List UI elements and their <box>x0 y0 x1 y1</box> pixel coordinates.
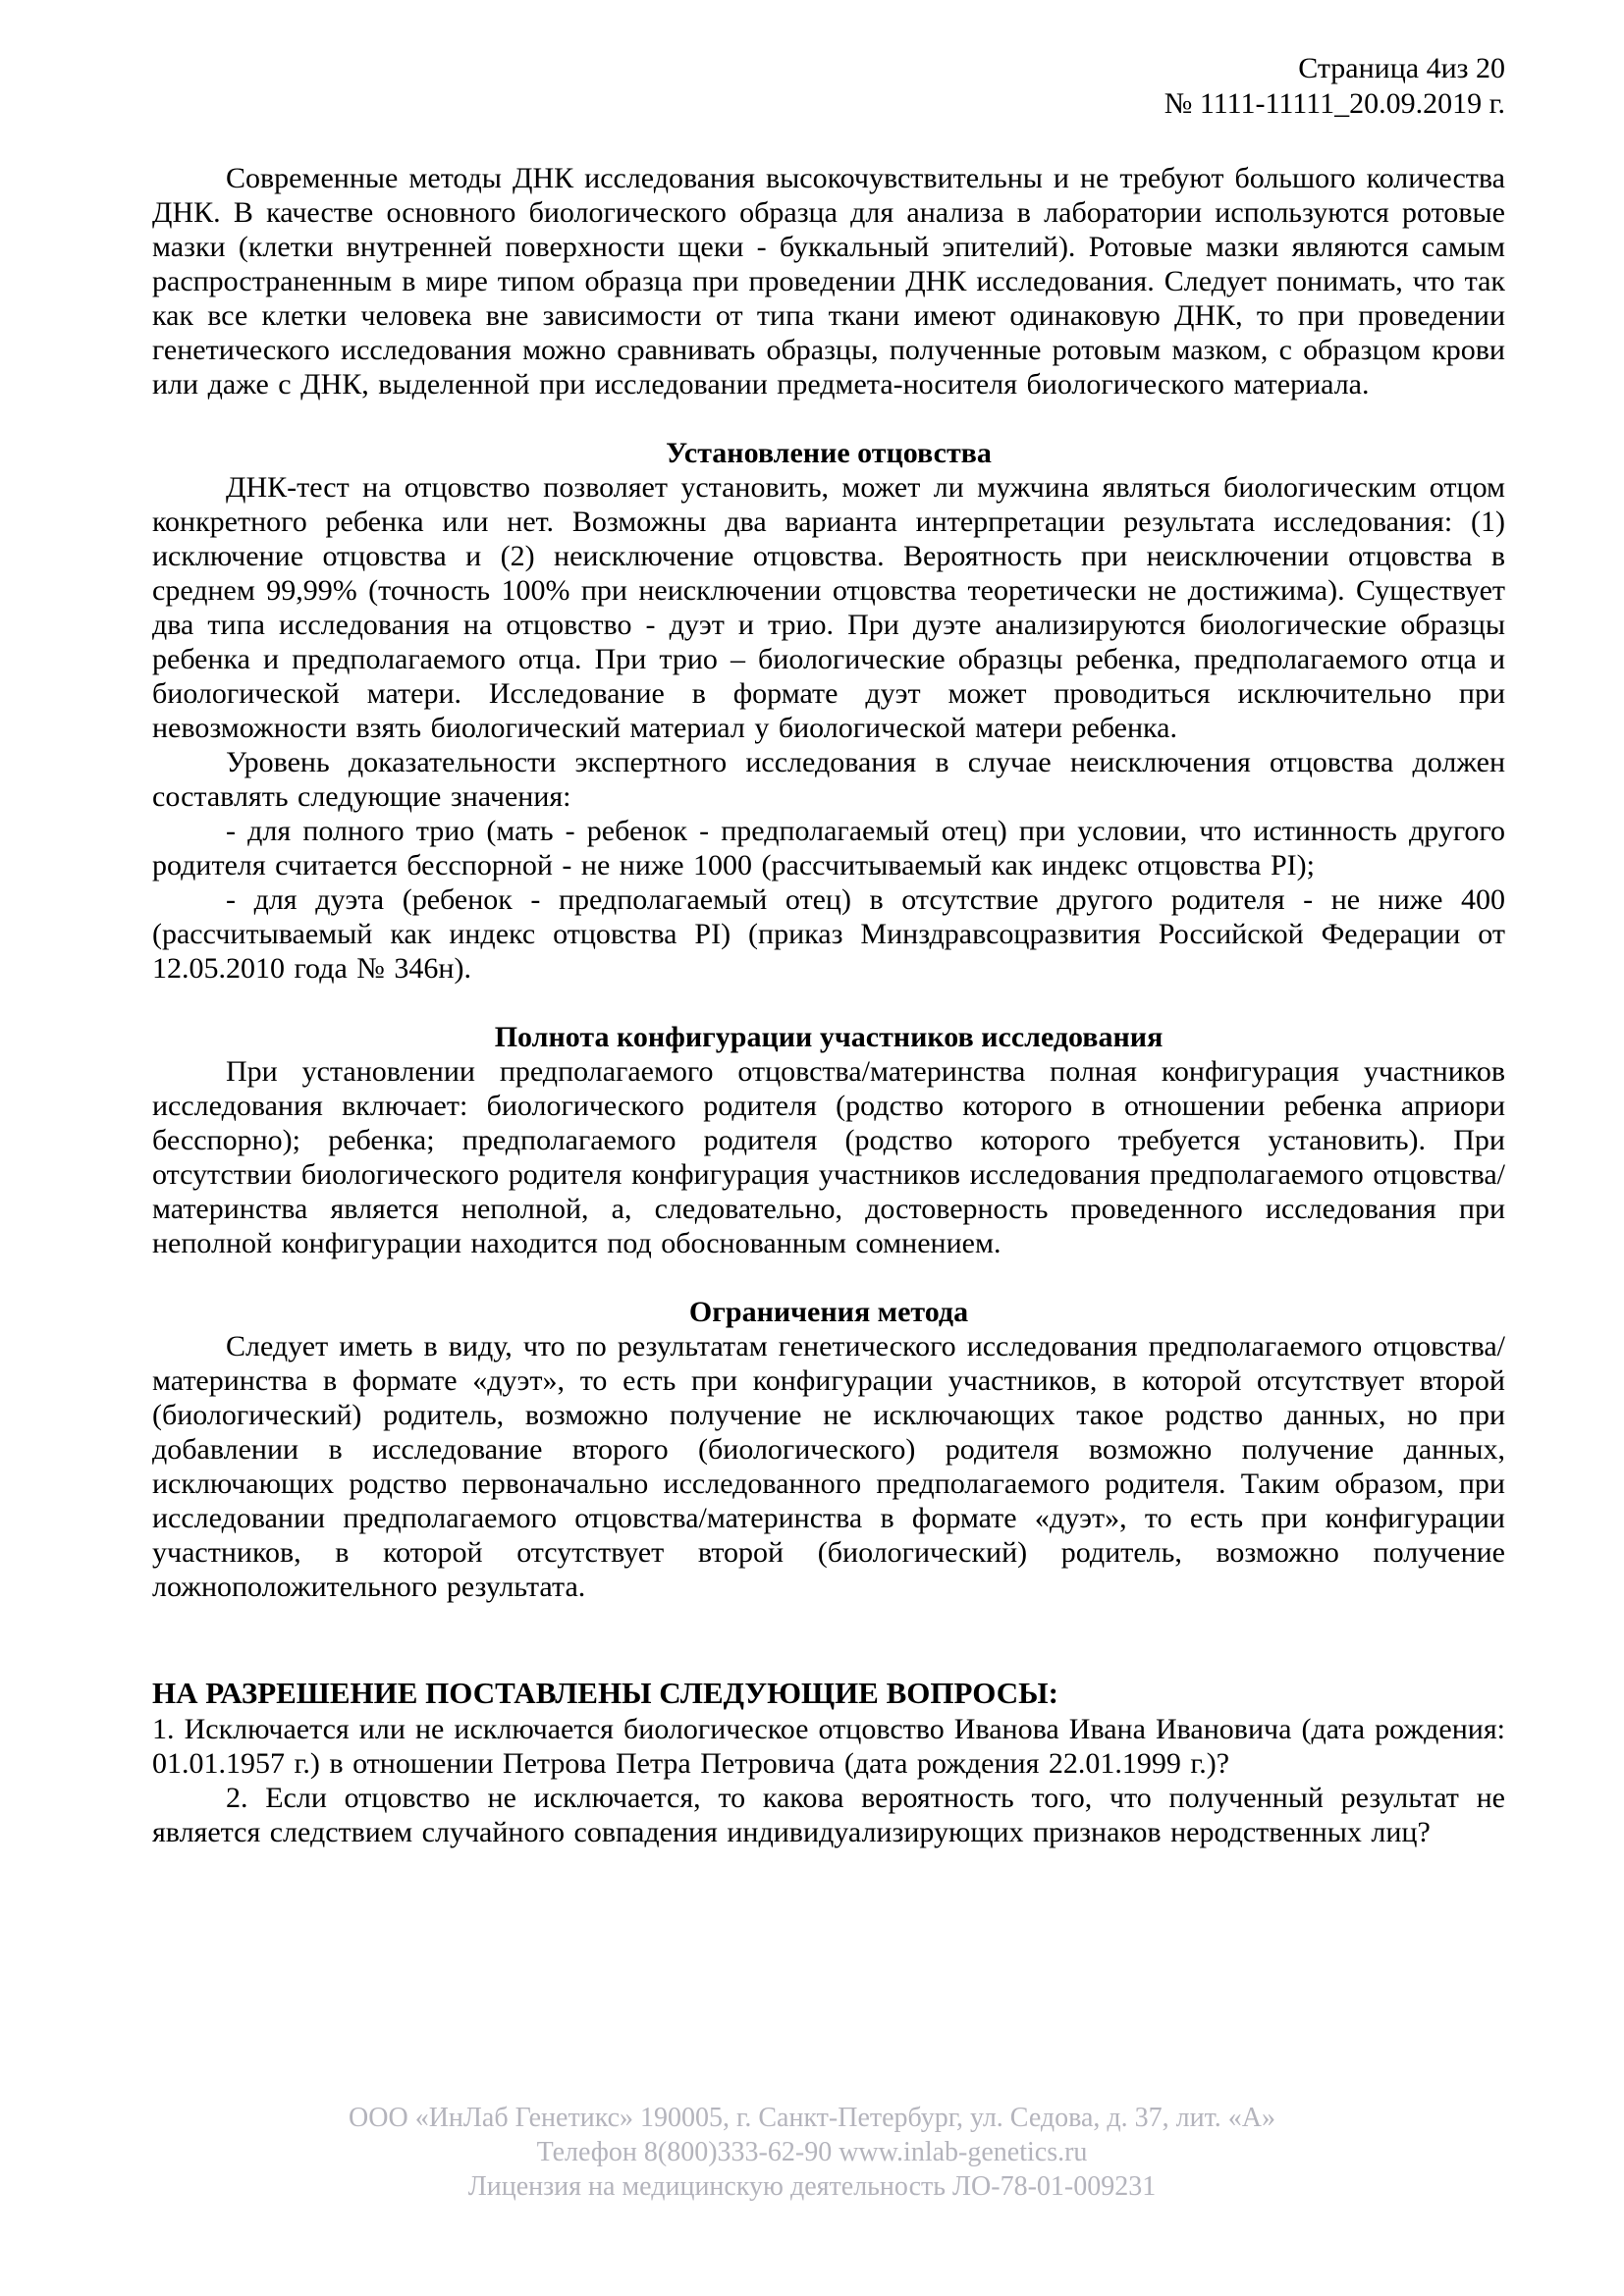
page-number-label: Страница 4из 20 <box>1298 52 1505 84</box>
configuration-section-heading: Полнота конфигурации участников исследования <box>494 1021 1164 1053</box>
footer-phone-website: Телефон 8(800)333-62-90 www.inlab-genetics.ru <box>536 2137 1088 2167</box>
question-1: 1. Исключается или не исключается биологическое отцовство Иванова Ивана Ивановича (дата рождения: 01.01.1957 г.) в отношении Петрова Петра Петровича (дата рождения 22.01.1999 г.)? <box>152 1713 1505 1780</box>
questions-heading: НА РАЗРЕШЕНИЕ ПОСТАВЛЕНЫ СЛЕДУЮЩИЕ ВОПРОСЫ: <box>152 1676 1058 1710</box>
page-content <box>152 51 1505 1849</box>
page-footer <box>0 2101 1624 2204</box>
footer-license: Лицензия на медицинскую деятельность ЛО-78-01-009231 <box>467 2171 1157 2202</box>
question-2: 2. Если отцовство не исключается, то какова вероятность того, что полученный результат не является следствием случайного совпадения индивидуализирующих признаков неродственных лиц? <box>152 1782 1505 1848</box>
footer-company-address: ООО «ИнЛаб Генетикс» 190005, г. Санкт-Петербург, ул. Седова, д. 37, лит. «А» <box>349 2103 1275 2133</box>
document-body <box>152 161 1505 1849</box>
document-number-label: № 1111-11111_20.09.2019 г. <box>1164 87 1505 120</box>
limitations-paragraph: Следует иметь в виду, что по результатам генетического исследования предполагаемого отцовства/материнства в формате «дуэт», то есть при конфигурации участников, в которой отсутствует второй (биологический) родитель, возможно получение не исключающих такое родство данных, но при добавлении в исследование второго (биологического) родителя возможно получение данных, исключающих родство первоначально исследованного предполагаемого родителя. Таким образом, при исследовании предполагаемого отцовства/материнства в формате «дуэт», то есть при конфигурации участников, в которой отсутствует второй (биологический) родитель, возможно получение ложноположительного результата. <box>152 1330 1505 1603</box>
duet-requirement-item: - для дуэта (ребенок - предполагаемый отец) в отсутствие другого родителя - не ниже 400 (рассчитываемый как индекс отцовства PI) (приказ Минздравсоцразвития Российской Федерации от 12.05.2010 года № 346н). <box>152 883 1505 985</box>
configuration-paragraph: При установлении предполагаемого отцовства/материнства полная конфигурация участников исследования включает: биологического родителя (родство которого в отношении ребенка априори бесспорно); ребенка; предполагаемого родителя (родство которого требуется установить). При отсутствии биологического родителя конфигурация участников исследования предполагаемого отцовства/материнства является неполной, а, следовательно, достоверность проведенного исследования при неполной конфигурации находится под обоснованным сомнением. <box>152 1055 1505 1259</box>
paternity-section-heading: Установление отцовства <box>666 437 992 469</box>
evidence-level-paragraph: Уровень доказательности экспертного исследования в случае неисключения отцовства должен составлять следующие значения: <box>152 746 1505 813</box>
trio-requirement-item: - для полного трио (мать - ребенок - предполагаемый отец) при условии, что истинность другого родителя считается бесспорной - не ниже 1000 (рассчитываемый как индекс отцовства PI); <box>152 815 1505 881</box>
limitations-section-heading: Ограничения метода <box>688 1296 969 1328</box>
paternity-paragraph: ДНК-тест на отцовство позволяет установить, может ли мужчина являться биологическим отцом конкретного ребенка или нет. Возможны два варианта интерпретации результата исследования: (1) исключение отцовства и (2) неисключение отцовства. Вероятность при неисключении отцовства в среднем 99,99% (точность 100% при неисключении отцовства теоретически не достижима). Существует два типа исследования на отцовство - дуэт и трио. При дуэте анализируются биологические образцы ребенка и предполагаемого отца. При трио – биологические образцы ребенка, предполагаемого отца и биологической матери. Исследование в формате дуэт может проводиться исключительно при невозможности взять биологический материал у биологической матери ребенка. <box>152 471 1505 744</box>
intro-paragraph: Современные методы ДНК исследования высокочувствительны и не требуют большого количества ДНК. В качестве основного биологического образца для анализа в лаборатории используются ротовые мазки (клетки внутренней поверхности щеки - буккальный эпителий). Ротовые мазки являются самым распространенным в мире типом образца при проведении ДНК исследования. Следует понимать, что так как все клетки человека вне зависимости от типа ткани имеют одинаковую ДНК, то при проведении генетического исследования можно сравнивать образцы, полученные ротовым мазком, с образцом крови или даже с ДНК, выделенной при исследовании предмета-носителя биологического материала. <box>152 162 1505 400</box>
page-header <box>152 51 1505 122</box>
